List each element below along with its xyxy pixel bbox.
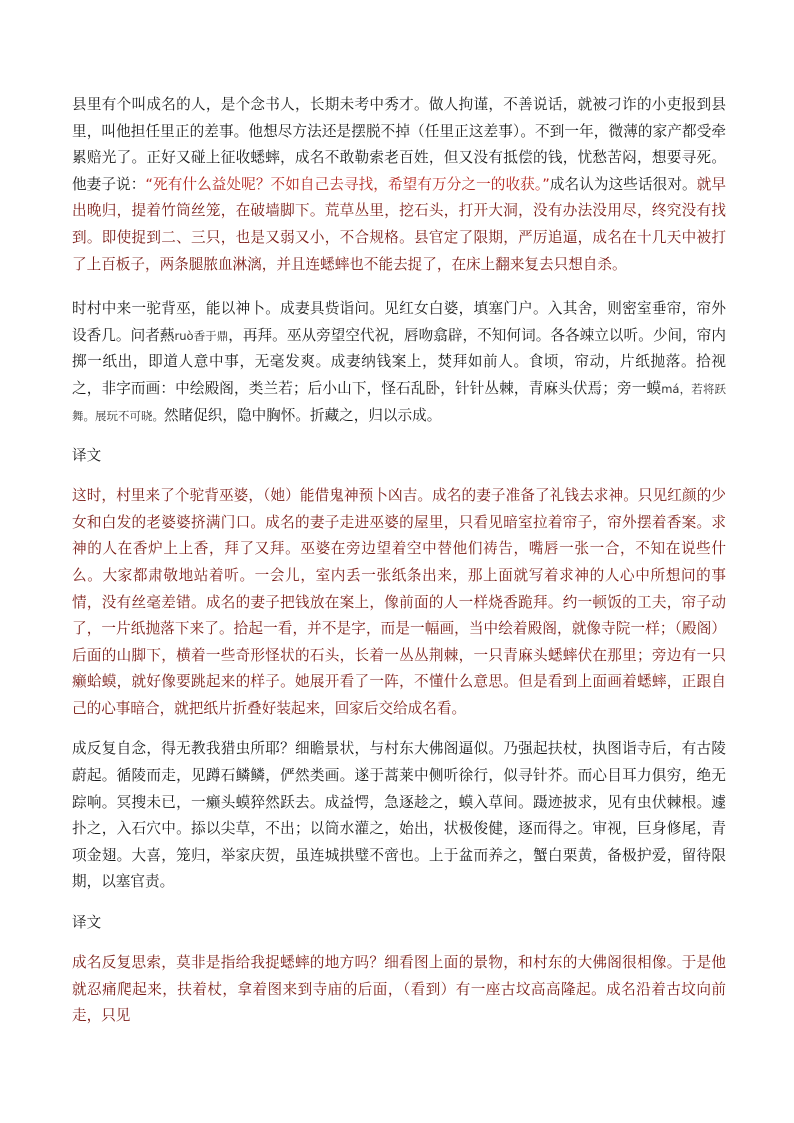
paragraph-translation-2: 这时，村里来了个驼背巫婆，（她）能借鬼神预卜凶吉。成名的妻子准备了礼钱去求神。只见红颜的少女和白发的老婆婆挤满门口。成名的妻子走进巫婆的屋里，只看见暗室拉着帘子，帘外摆着香案。求神的人在香炉上上香，拜了又拜。巫婆在旁边望着空中替他们祷告，嘴唇一张一合，不知在说些什么。大家都肃敬地站着听。一会儿，室内丢一张纸条出来，那上面就写着求神的人心中所想问的事情，没有丝毫差错。成名的妻子把钱放在案上，像前面的人一样烧香跪拜。约一顿饭的工夫，帘子动了，一片纸抛落下来了。拾起一看，并不是字，而是一幅画，当中绘着殿阁，就像寺院一样；（殿阁）后面的山脚下，横着一些奇形怪状的石头，长着一丛丛荆棘，一只青麻头蟋蟀伏在那里；旁边有一只癞蛤蟆，就好像要跳起来的样子。她展开看了一阵，不懂什么意思。但是看到上面画着蟋蟀，正跟自己的心事暗合，就把纸片折叠好装起来，回家后交给成名看。: [72, 487, 726, 717]
text-run: 成名认为这些话很对。: [549, 175, 697, 193]
paragraph-original-2: 成反复自念，得无教我猎虫所耶？细瞻景状，与村东大佛阁逼似。乃强起扶杖，执图诣寺后，有古陵蔚起。循陵而走，见蹲石鳞鳞，俨然类画。遂于蒿莱中侧听徐行，似寻针芥。而心目耳力俱穷，绝无踪响。冥搜未已，一癞头蟆猝然跃去。成益愕，急逐趁之，蟆入草间。蹑迹披求，见有虫伏棘根。遽扑之，入石穴中。掭以尖草，不出；以筒水灌之，始出，状极俊健，逐而得之。审视，巨身修尾，青项金翅。大喜，笼归，举家庆贺，虽连城拱璧不啻也。上于盆而养之，蟹白栗黄，备极护爱，留待限期，以塞官责。: [72, 740, 726, 891]
section-heading-translation: 译文: [72, 914, 102, 932]
text-run: 时村中来一驼背巫，能以神卜。成妻具赀诣问。见红女白婆，填塞门户。入其舍，则密室垂帘，帘外设香几。问者爇: [72, 300, 726, 344]
paragraph-translation-1: [72, 92, 726, 278]
paragraph-translation-3: 成名反复思索，莫非是指给我捉蟋蟀的地方吗？细看图上面的景物，和村东的大佛阁很相像。于是他就忍痛爬起来，扶着杖，拿着图来到寺庙的后面，（看到）有一座古坟高高隆起。成名沿着古坟向前走，只见: [72, 954, 726, 1025]
section-heading-translation: 译文: [72, 447, 102, 465]
text-run: 就早出晚归，提着竹筒丝笼，在破墙脚下。荒草丛里，挖石头，打开大洞，没有办法没用尽，终究没有找到。即使捉到二、三只，也是又弱又小，不合规格。县官定了限期，严厉追逼，成名在十几天中被打了上百板子，两条腿脓血淋漓，并且连蟋蟀也不能去捉了，在床上翻来复去只想自杀。: [72, 175, 726, 273]
paragraph-original-1: [72, 296, 726, 429]
pinyin-annotation: má，若将跃舞。展玩不可晓。: [72, 381, 726, 423]
text-run: 然睹促织，隐中胸怀。折藏之，归以示成。: [164, 406, 442, 424]
quote-text: “死有什么益处呢？不如自己去寻找，希望有万分之一的收获。”: [145, 175, 550, 193]
text-run: 县里有个叫成名的人，是个念书人，长期未考中秀才。做人拘谨，不善说话，就被刁诈的小吏报到县里，叫他担任里正的差事。他想尽方法还是摆脱不掉（任里正这差事）。不到一年，微薄的家产都受牵累赔光了。正好又碰上征收蟋蟀，成名不敢勒索老百姓，但又没有抵偿的钱，忧愁苦闷，想要寻死。他妻子说：: [72, 96, 726, 193]
text-run: ，再拜。巫从旁望空代祝，唇吻翕辟，不知何词。各各竦立以听。少间，帘内掷一纸出，即道人意中事，无毫发爽。成妻纳钱案上，焚拜如前人。食顷，帘动，片纸抛落。拾视之，非字而画：中绘殿阁，类兰若；后小山下，怪石乱卧，针针丛棘，青麻头伏焉；旁一蟆: [72, 326, 726, 397]
document-page: [72, 92, 726, 1044]
pinyin-annotation: ruò香于鼎: [174, 328, 229, 343]
